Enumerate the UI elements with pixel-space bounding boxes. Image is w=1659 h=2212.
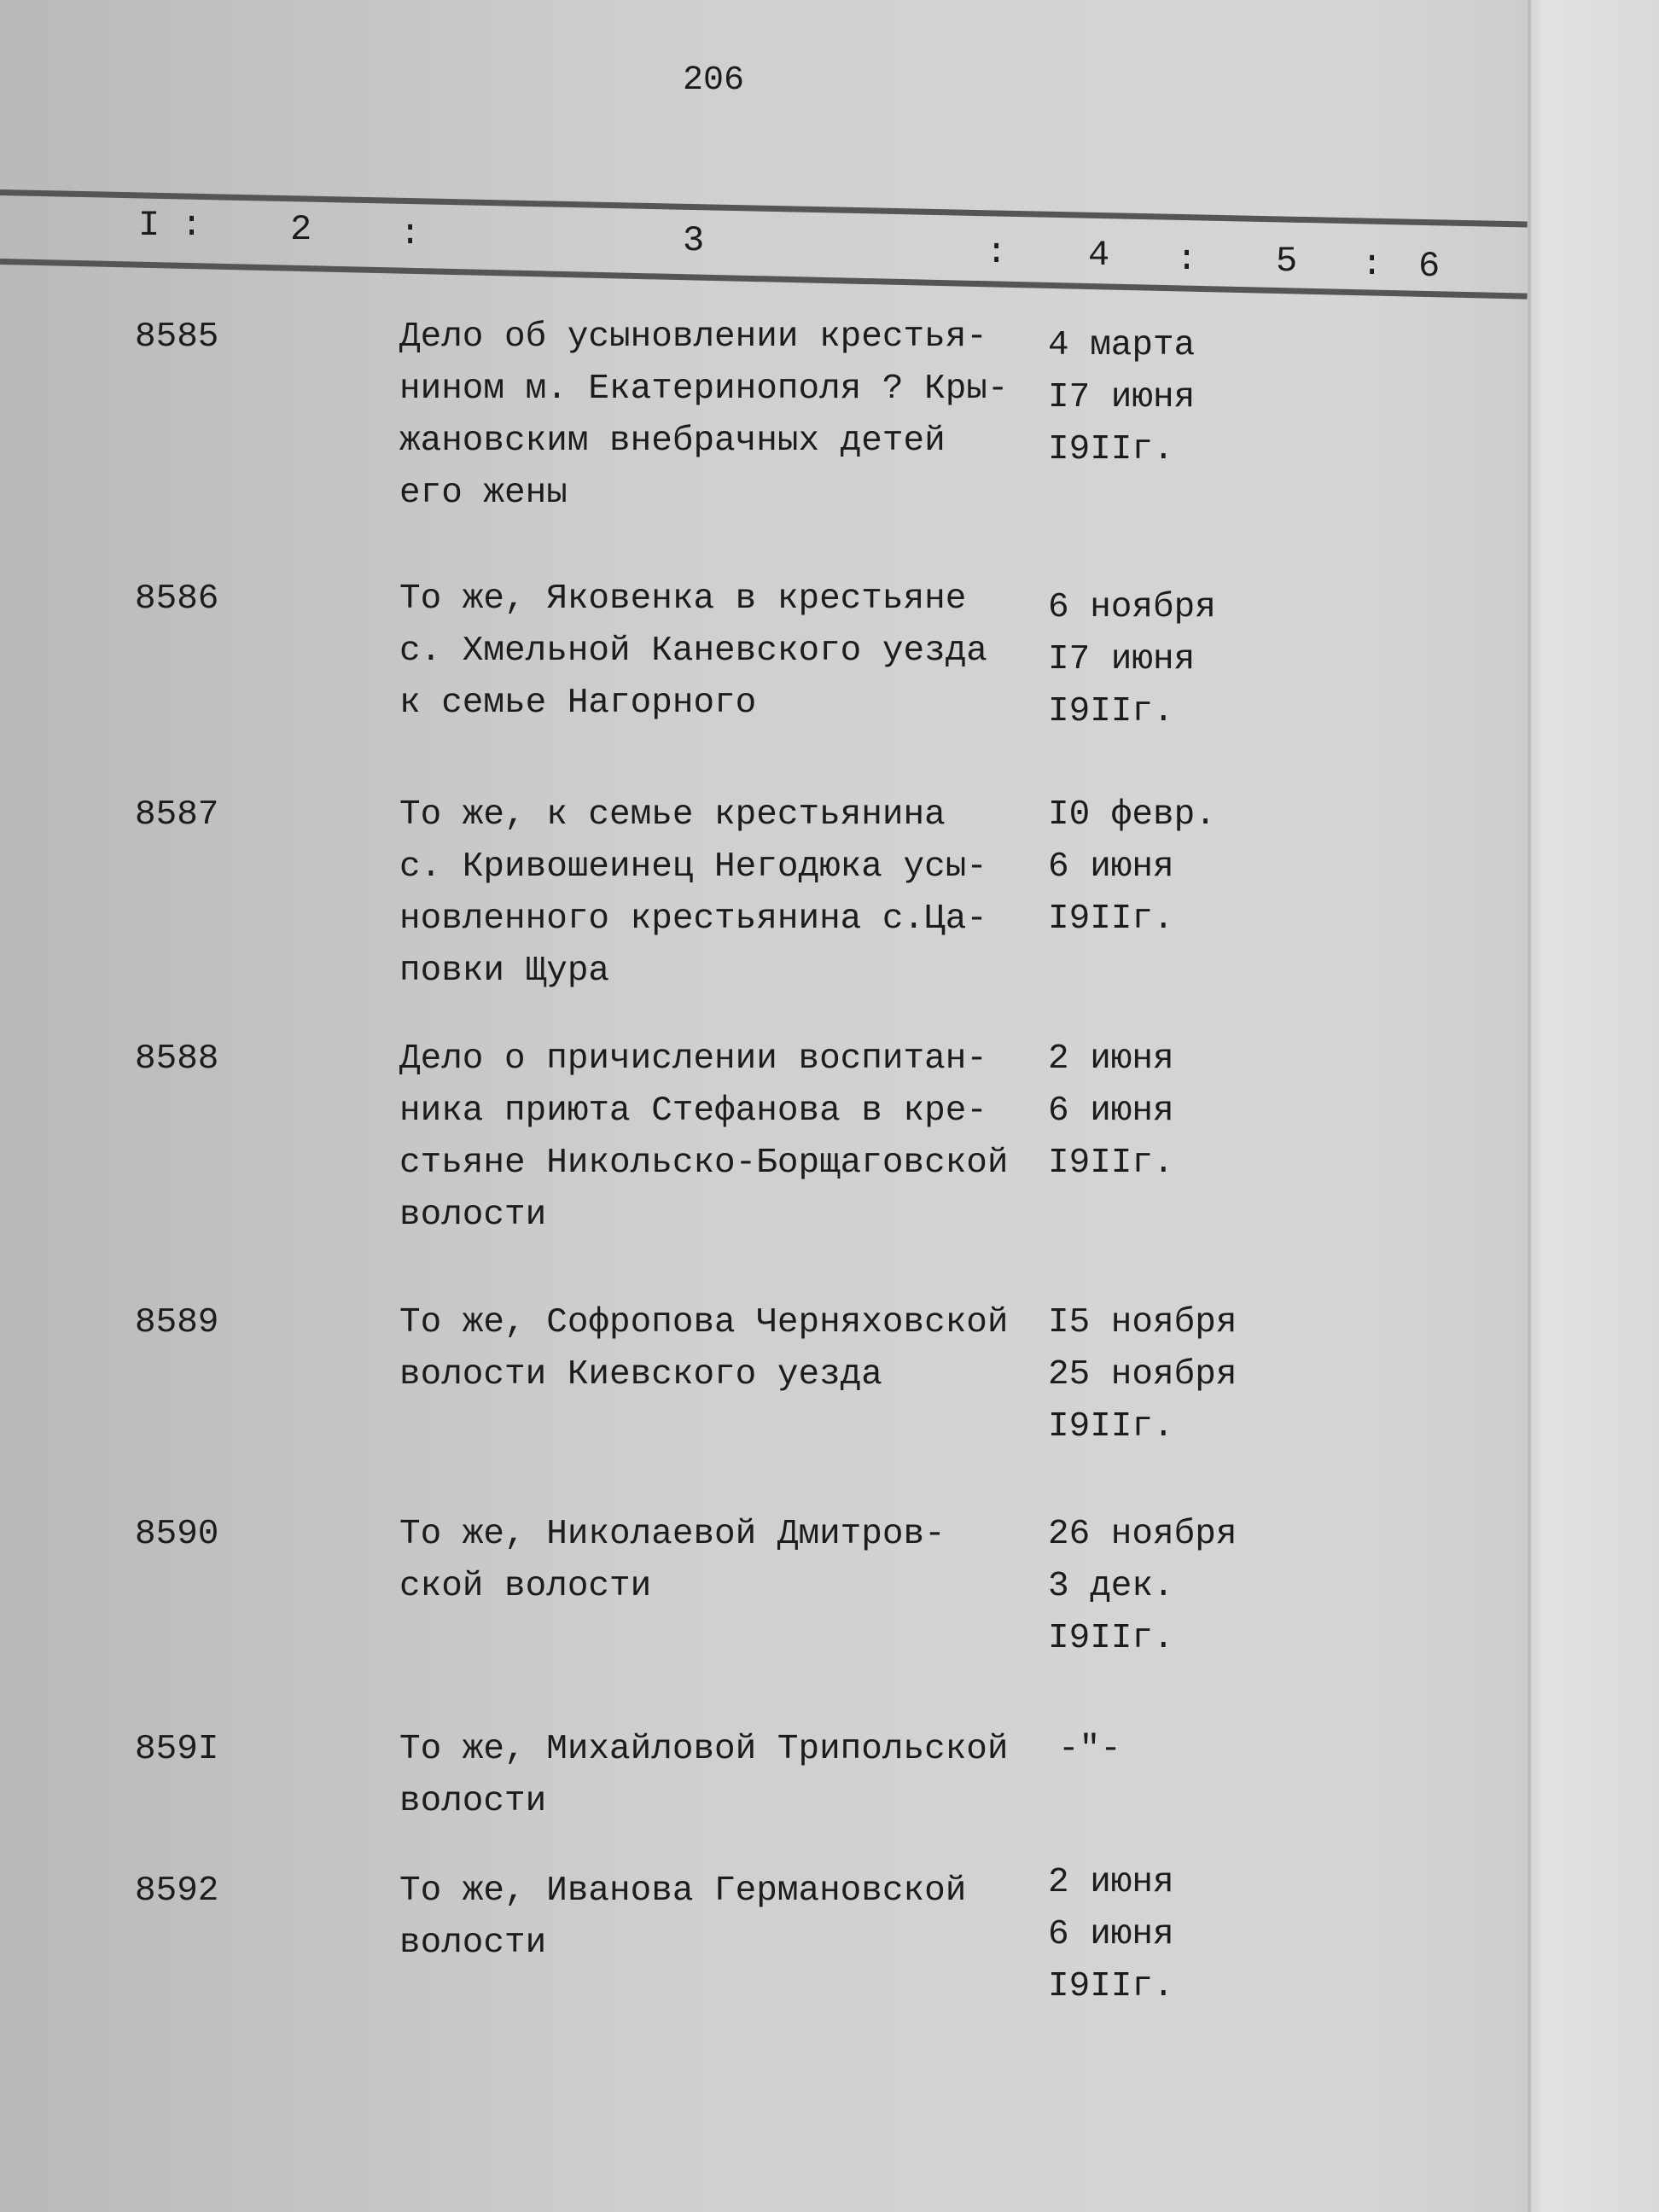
record-description: То же, Николаевой Дмитров- ской волости [399,1515,946,1606]
page-number: 206 [683,61,745,100]
header-col-6: 6 [1418,246,1441,287]
header-sep: : [986,232,1008,273]
record-dates: 4 марта I7 июня I9IIг. [1048,326,1196,469]
record-number: 8585 [135,317,219,357]
header-sep: : [1361,244,1383,285]
record-number: 8586 [135,579,219,619]
record-dates: I5 ноября 25 ноября I9IIг. [1048,1303,1237,1447]
record-number: 859I [135,1730,219,1769]
record-number: 8590 [135,1515,219,1554]
header-sep: : [1176,239,1198,280]
record-description: То же, Яковенка в крестьяне с. Хмельной Каневского уезда к семье Нагорного [399,579,987,723]
record-description: Дело о причислении воспитан- ника приюта Стефанова в кре- стьяне Никольско-Борщаговской волости [399,1039,1009,1235]
record-number: 8588 [135,1039,219,1079]
record-description: То же, Михайловой Трипольской волости [399,1730,1009,1821]
header-col-4: 4 [1088,235,1110,276]
record-dates: -"- [1058,1730,1121,1769]
record-dates: 2 июня 6 июня I9IIг. [1048,1039,1174,1183]
record-dates: 26 ноября 3 дек. I9IIг. [1048,1515,1237,1658]
header-col-1: I [138,205,160,246]
record-description: Дело об усыновлении крестья- нином м. Екатеринополя ? Кры- жановским внебрачных детей его жены [399,317,1009,513]
header-sep: : [399,213,422,254]
record-description: То же, Софропова Черняховской волости Киевского уезда [399,1303,1009,1394]
record-number: 8587 [135,795,219,835]
header-col-5: 5 [1276,241,1298,282]
paper-edge [1528,0,1531,2212]
record-dates: 2 июня 6 июня I9IIг. [1048,1863,1174,2006]
record-dates: 6 ноября I7 июня I9IIг. [1048,588,1216,731]
record-description: То же, Иванова Германовской волости [399,1871,967,1963]
record-dates: I0 февр. 6 июня I9IIг. [1048,795,1216,939]
header-top-rule [0,189,1528,227]
record-description: То же, к семье крестьянина с. Кривошеинец Негодюка усы- новленного крестьянина с.Ца- повки Щура [399,795,987,991]
record-number: 8592 [135,1871,219,1911]
header-sep: : [181,205,203,246]
header-col-3: 3 [683,220,705,261]
header-col-2: 2 [290,209,312,250]
header-bottom-rule [0,259,1528,300]
record-number: 8589 [135,1303,219,1342]
